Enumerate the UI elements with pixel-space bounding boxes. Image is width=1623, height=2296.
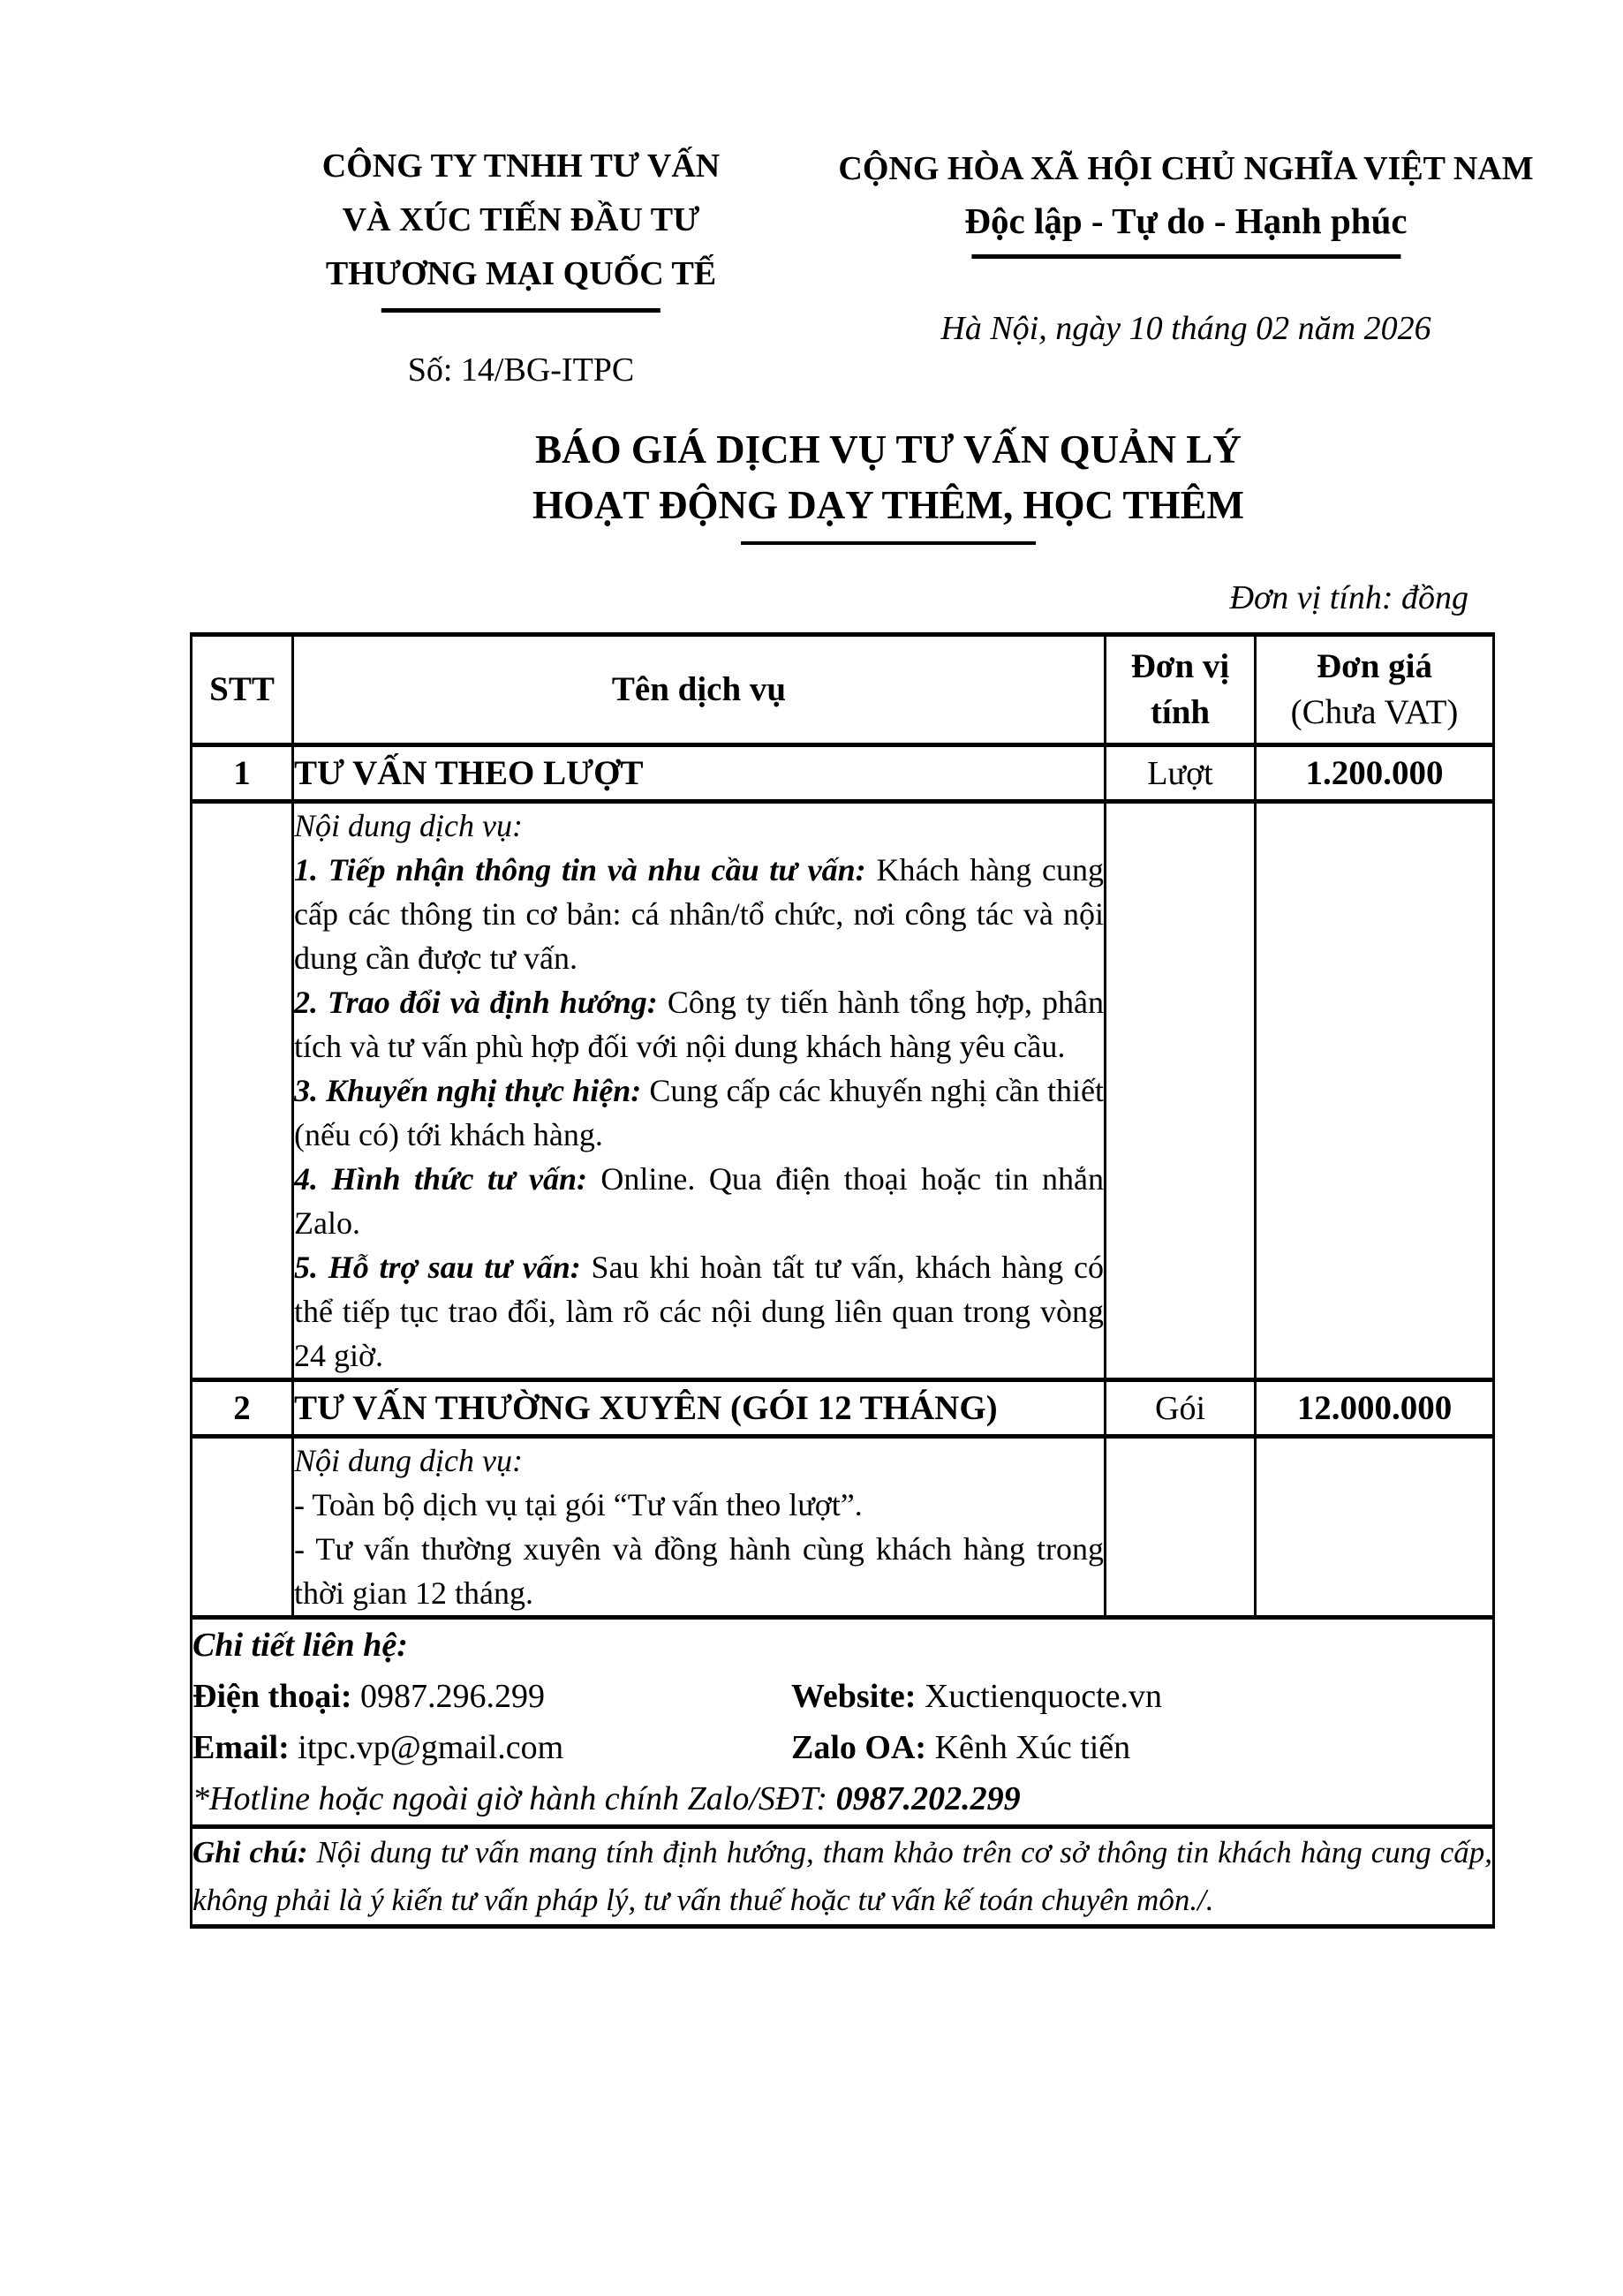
column-header-price xyxy=(1256,635,1494,745)
phone-label: Điện thoại: xyxy=(192,1678,352,1715)
detail-item-4-lead: 4. Hình thức tư vấn: xyxy=(294,1161,587,1197)
zalo-label: Zalo OA: xyxy=(791,1729,927,1766)
contact-email xyxy=(192,1722,791,1773)
pricing-table xyxy=(190,632,1495,1929)
empty-cell xyxy=(1106,1437,1256,1618)
title-line1: BÁO GIÁ DỊCH VỤ TƯ VẤN QUẢN LÝ xyxy=(535,427,1242,472)
service-2-unit: Gói xyxy=(1106,1380,1256,1437)
motto-underline xyxy=(971,254,1400,259)
unit-header-line1: Đơn vị xyxy=(1130,647,1230,685)
note-row xyxy=(192,1827,1494,1927)
contact-title: Chi tiết liên hệ: xyxy=(192,1627,408,1664)
empty-cell xyxy=(1256,1437,1494,1618)
document-number: Số: 14/BG-ITPC xyxy=(407,351,635,389)
service-2-name: TƯ VẤN THƯỜNG XUYÊN (GÓI 12 THÁNG) xyxy=(293,1380,1106,1437)
service-1-details xyxy=(293,802,1106,1380)
detail-item-4-text: Online. Qua điện thoại hoặc tin nhắn Zalo. xyxy=(294,1161,1104,1241)
website-label: Website: xyxy=(791,1678,917,1715)
detail-item-5-lead: 5. Hỗ trợ sau tư vấn: xyxy=(294,1250,581,1285)
column-header-stt: STT xyxy=(192,635,293,745)
detail-item-2 xyxy=(294,980,1104,1069)
company-name-line3: THƯƠNG MẠI QUỐC TẾ xyxy=(325,255,717,292)
email-label: Email: xyxy=(192,1729,290,1766)
detail-item-1-lead: 1. Tiếp nhận thông tin và nhu cầu tư vấn: xyxy=(294,852,866,887)
unit-header-line2: tính xyxy=(1150,693,1211,731)
contact-section xyxy=(192,1618,1494,1827)
detail-item-3-lead: 3. Khuyến nghị thực hiện: xyxy=(294,1073,642,1108)
detail-item-1-text: Khách hàng cung cấp các thông tin cơ bản: cá nhân/tổ chức, nơi công tác và nội dung cần được tư vấn. xyxy=(294,852,1104,976)
service-1-details-row xyxy=(192,802,1494,1380)
title-line2: HOẠT ĐỘNG DẠY THÊM, HỌC THÊM xyxy=(532,483,1244,527)
column-header-unit xyxy=(1106,635,1256,745)
hotline-note xyxy=(192,1773,1492,1824)
detail-line-1: - Toàn bộ dịch vụ tại gói “Tư vấn theo lượt”. xyxy=(294,1487,863,1522)
empty-cell xyxy=(192,1437,293,1618)
national-motto: Độc lập - Tự do - Hạnh phúc xyxy=(964,200,1408,241)
price-header-line2: (Chưa VAT) xyxy=(1290,693,1459,731)
hotline-text: *Hotline hoặc ngoài giờ hành chính Zalo/SĐT: xyxy=(192,1780,828,1817)
empty-cell xyxy=(192,802,293,1380)
empty-cell xyxy=(1106,802,1256,1380)
service-2-details-row xyxy=(192,1437,1494,1618)
website-value: Xuctienquocte.vn xyxy=(916,1678,1163,1715)
contact-grid xyxy=(192,1671,1492,1773)
note-text: Nội dung tư vấn mang tính định hướng, tham khảo trên cơ sở thông tin khách hàng cung cấp, không phải là ý kiến tư vấn pháp lý, tư vấn thuế hoặc tư vấn kế toán chuyên môn./. xyxy=(192,1835,1492,1917)
email-value: itpc.vp@gmail.com xyxy=(289,1729,564,1766)
service-row-2 xyxy=(192,1380,1494,1437)
national-header-line1: CỘNG HÒA XÃ HỘI CHỦ NGHĨA VIỆT NAM xyxy=(838,150,1534,187)
place-and-date: Hà Nội, ngày 10 tháng 02 năm 2026 xyxy=(940,310,1431,347)
detail-item-5-text: Sau khi hoàn tất tư vấn, khách hàng có thể tiếp tục trao đổi, làm rõ các nội dung liên quan trong vòng 24 giờ. xyxy=(294,1250,1104,1373)
currency-unit-note: Đơn vị tính: đồng xyxy=(1229,579,1468,616)
service-row-1 xyxy=(192,745,1494,802)
details-intro: Nội dung dịch vụ: xyxy=(294,1443,523,1478)
table-header-row xyxy=(192,635,1494,745)
detail-item-2-lead: 2. Trao đổi và định hướng: xyxy=(294,985,658,1020)
national-header xyxy=(838,143,1533,348)
price-header-line1: Đơn giá xyxy=(1316,647,1433,685)
service-1-name: TƯ VẤN THEO LƯỢT xyxy=(293,745,1106,802)
detail-line-2: - Tư vấn thường xuyên và đồng hành cùng khách hàng trong thời gian 12 tháng. xyxy=(294,1531,1104,1611)
detail-item-5 xyxy=(294,1245,1104,1378)
column-header-service: Tên dịch vụ xyxy=(293,635,1106,745)
service-2-number: 2 xyxy=(192,1380,293,1437)
document-title xyxy=(532,422,1244,549)
service-2-details xyxy=(293,1437,1106,1618)
company-name-line2: VÀ XÚC TIẾN ĐẦU TƯ xyxy=(342,201,700,238)
detail-item-3 xyxy=(294,1069,1104,1157)
service-1-unit: Lượt xyxy=(1106,745,1256,802)
service-1-price: 1.200.000 xyxy=(1256,745,1494,802)
company-name-line1: CÔNG TY TNHH TƯ VẤN xyxy=(321,147,721,185)
service-1-number: 1 xyxy=(192,745,293,802)
note-label: Ghi chú: xyxy=(192,1835,308,1869)
hotline-number: 0987.202.299 xyxy=(827,1780,1021,1817)
detail-item-4 xyxy=(294,1157,1104,1245)
contact-zalo xyxy=(791,1722,1492,1773)
title-underline xyxy=(741,541,1036,545)
company-underline xyxy=(381,308,661,313)
note-section xyxy=(192,1827,1494,1927)
contact-phone xyxy=(192,1671,791,1722)
detail-item-1 xyxy=(294,848,1104,980)
service-2-price: 12.000.000 xyxy=(1256,1380,1494,1437)
contact-row xyxy=(192,1618,1494,1827)
detail-item-3-text: Cung cấp các khuyến nghị cần thiết (nếu có) tới khách hàng. xyxy=(294,1073,1104,1152)
details-intro: Nội dung dịch vụ: xyxy=(294,808,523,843)
company-letterhead xyxy=(322,140,720,389)
zalo-value: Kênh Xúc tiến xyxy=(926,1729,1131,1766)
phone-value: 0987.296.299 xyxy=(351,1678,545,1715)
empty-cell xyxy=(1256,802,1494,1380)
contact-website xyxy=(791,1671,1492,1722)
detail-item-2-text: Công ty tiến hành tổng hợp, phân tích và tư vấn phù hợp đối với nội dung khách hàng yêu cầu. xyxy=(294,985,1105,1064)
